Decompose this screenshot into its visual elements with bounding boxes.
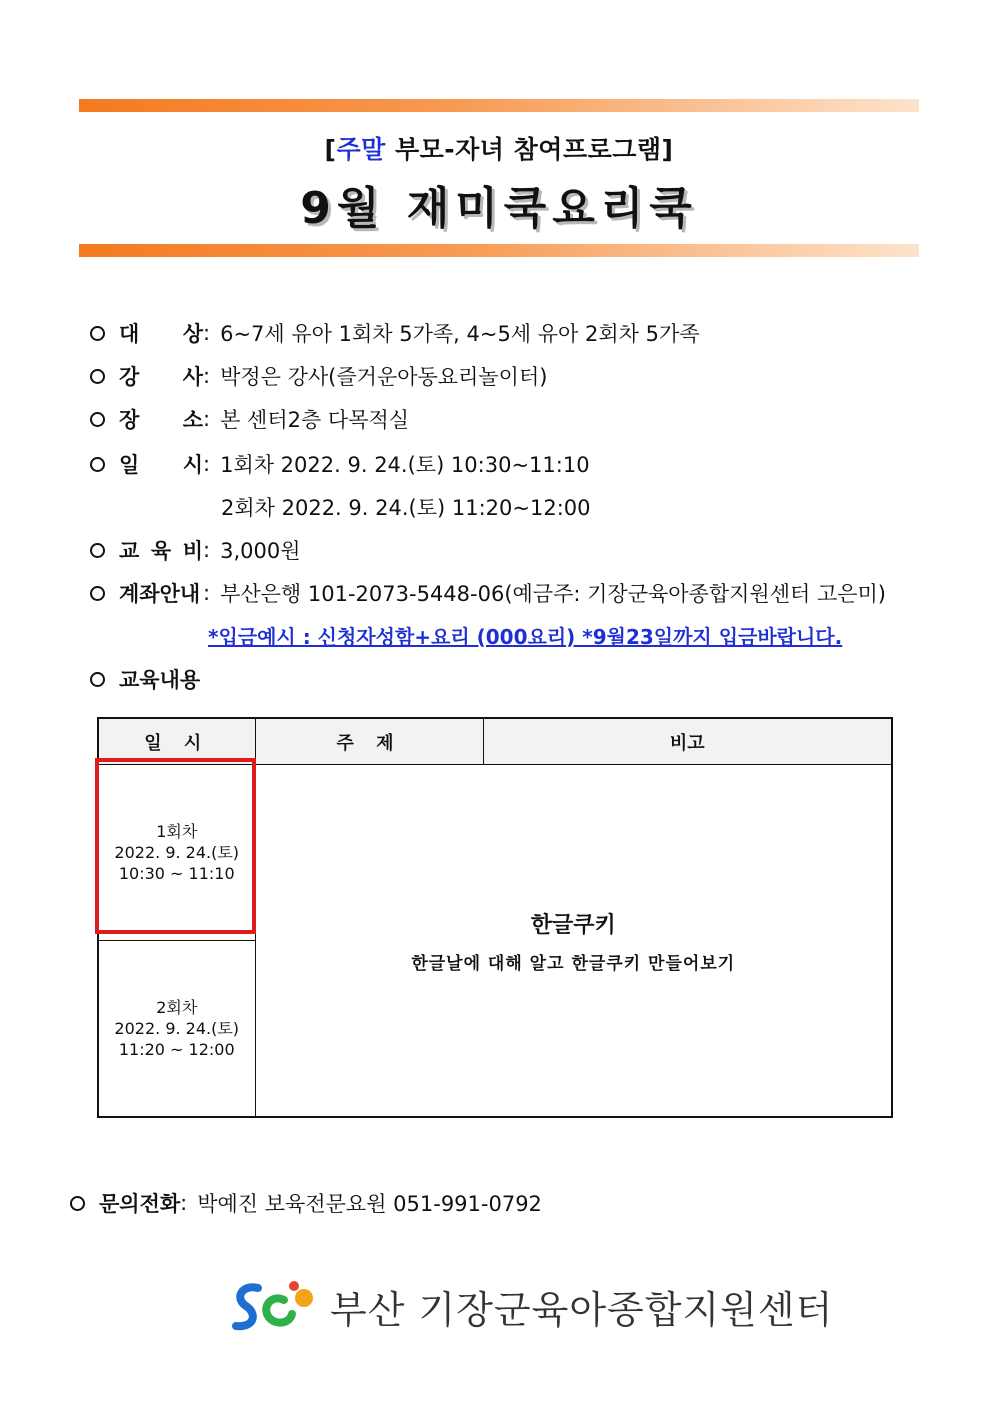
topic-title: 한글쿠키 (530, 912, 616, 938)
fee-value: 3,000원 (220, 539, 301, 563)
circle-bullet-icon (90, 369, 105, 384)
session-1-date: 2022. 9. 24.(토) (114, 843, 240, 862)
instructor-value: 박정은 강사(즐거운아동요리놀이터) (220, 365, 548, 389)
info-account: 계좌안내 : 부산은행 101-2073-5448-06(예금주: 기장군육아종합지원센터 고은미) (90, 578, 886, 608)
target-label: 대 상 (119, 322, 203, 346)
circle-bullet-icon (90, 586, 105, 601)
topic-description: 한글날에 대해 알고 한글쿠키 만들어보기 (411, 953, 736, 974)
program-subtitle (79, 130, 919, 166)
circle-bullet-icon (90, 412, 105, 427)
info-fee: 교 육 비 : 3,000원 (90, 535, 300, 565)
table-header-row (98, 718, 892, 765)
session-1-cell (98, 765, 255, 941)
datetime-value-1: 1회차 2022. 9. 24.(토) 10:30~11:10 (220, 453, 590, 477)
circle-bullet-icon (90, 326, 105, 341)
header-datetime: 일 시 (98, 718, 255, 765)
header-topic: 주 제 (255, 718, 483, 765)
info-instructor: 강 사 : 박정은 강사(즐거운아동요리놀이터) (90, 361, 547, 391)
account-value: 부산은행 101-2073-5448-06(예금주: 기장군육아종합지원센터 고은미) (220, 582, 886, 606)
subtitle-rest: 부모-자녀 참여프로그램] (385, 135, 674, 164)
circle-bullet-icon (90, 672, 105, 687)
page-title: 9월 재미쿡요리쿡 (300, 183, 698, 234)
subtitle-bracket: [ (324, 135, 337, 164)
datetime-value-2: 2회차 2022. 9. 24.(토) 11:20~12:00 (221, 496, 591, 520)
table-row (98, 765, 892, 941)
circle-bullet-icon (90, 543, 105, 558)
datetime-label: 일 시 (119, 453, 203, 477)
schedule-table (97, 717, 893, 1118)
topic-cell (255, 765, 892, 1118)
deposit-notice: *입금예시 : 신청자성함+요리 (000요리) *9월23일까지 입금바랍니다. (208, 625, 843, 649)
contact-info: 문의전화 : 박예진 보육전문요원 051-991-0792 (70, 1188, 542, 1218)
subtitle-weekend: 주말 (336, 135, 386, 164)
contact-value: 박예진 보육전문요원 051-991-0792 (197, 1192, 542, 1216)
session-2-date: 2022. 9. 24.(토) (114, 1019, 240, 1038)
fee-label: 교 육 비 (119, 539, 203, 563)
session-2-cell (98, 941, 255, 1118)
circle-bullet-icon (70, 1196, 85, 1211)
header-note: 비고 (483, 718, 892, 765)
center-logo-icon (228, 1276, 318, 1336)
circle-bullet-icon (90, 457, 105, 472)
session-1-round: 1회차 (156, 822, 198, 841)
session-1-time: 10:30 ~ 11:10 (118, 864, 235, 883)
place-label: 장 소 (119, 408, 203, 432)
contact-label: 문의전화 (99, 1192, 181, 1216)
center-logo-text: 부산 기장군육아종합지원센터 (330, 1287, 834, 1332)
bottom-orange-bar (79, 244, 919, 257)
session-2-time: 11:20 ~ 12:00 (118, 1040, 235, 1059)
info-place: 장 소 : 본 센터2층 다목적실 (90, 404, 409, 434)
info-content (90, 664, 200, 694)
center-logo (228, 1276, 833, 1336)
instructor-label: 강 사 (119, 365, 203, 389)
place-value: 본 센터2층 다목적실 (220, 408, 410, 432)
session-2-round: 2회차 (156, 998, 198, 1017)
info-target: 대 상 : 6~7세 유아 1회차 5가족, 4~5세 유아 2회차 5가족 (90, 318, 700, 348)
target-value: 6~7세 유아 1회차 5가족, 4~5세 유아 2회차 5가족 (220, 322, 700, 346)
info-datetime: 일 시 : 1회차 2022. 9. 24.(토) 10:30~11:10 (90, 449, 590, 479)
content-label: 교육내용 (119, 668, 201, 692)
top-orange-bar (79, 99, 919, 112)
account-label: 계좌안내 (119, 582, 201, 606)
